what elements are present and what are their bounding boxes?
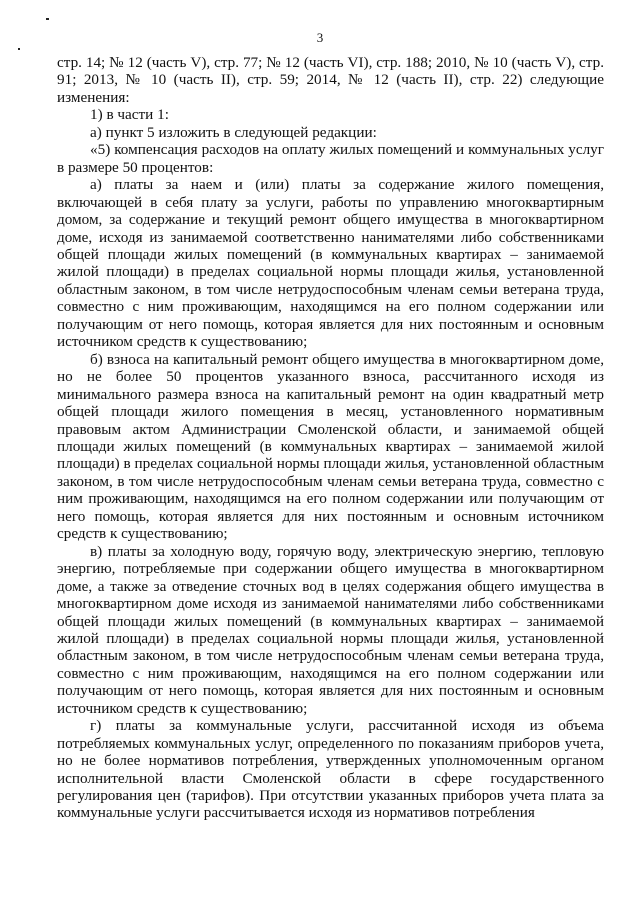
scan-speck (46, 18, 49, 20)
paragraph-continuation: стр. 14; № 12 (часть V), стр. 77; № 12 (часть VI), стр. 188; 2010, № 10 (часть V), стр. 91; 2013, № 10 (часть II), стр. 59; 2014, № 12 (часть II), стр. 22) следующие изменения: (57, 54, 604, 106)
paragraph-part-1: 1) в части 1: (90, 106, 169, 124)
paragraph-subitem-v: в) платы за холодную воду, горячую воду, электрическую энергию, тепловую энергию, потребляемые при содержании общего имущества в многоквартирном доме, а также за отведение сточных вод в целях содержания общего имущества в многоквартирном доме исходя из занимаемой нанимателями либо собственниками общей площади жилых помещений (в коммунальных квартирах – занимаемой жилой площади) в пределах социальной нормы площади жилья, установленной областным законом, в том числе нетрудоспособным членам семьи ветерана труда, совместно с ним проживающим, находящимся на его полном содержании или получающим от него помощь, которая является для них постоянным и основным источником средств к существованию; (57, 542, 604, 717)
paragraph-subitem-g: г) платы за коммунальные услуги, рассчитанной исходя из объема потребляемых коммунальных услуг, определенного по показаниям приборов учета, но не более нормативов потребления, утвержденных уполномоченным органом исполнительной власти Смоленской области в сфере государственного регулирования цен (тарифов). При отсутствии указанных приборов учета плата за коммунальные услуги рассчитывается исходя из нормативов потребления (57, 717, 604, 822)
paragraph-subitem-b: б) взноса на капитальный ремонт общего имущества в многоквартирном доме, но не более 50 процентов указанного взноса, рассчитанного исходя из минимального размера взноса на капитальный ремонт на один квадратный метр общей площади жилого помещения в месяц, установленного нормативным правовым актом Администрации Смоленской области, и занимаемой общей площади жилых помещений (в коммунальных квартирах – занимаемой жилой площади) в пределах социальной нормы площади жилья, установленной областным законом, в том числе нетрудоспособным членам семьи ветерана труда, совместно с ним проживающим, находящимся на его полном содержании или получающим от него помощь, которая является для них постоянным и основным источником средств к существованию; (57, 350, 604, 543)
paragraph-point-5: «5) компенсация расходов на оплату жилых помещений и коммунальных услуг в размере 50 процентов: (57, 141, 604, 176)
paragraph-subitem-a: а) платы за наем и (или) платы за содержание жилого помещения, включающей в себя плату за услуги, работы по управлению многоквартирным домом, за содержание и текущий ремонт общего имущества в многоквартирном доме, исходя из занимаемой соответственно нанимателями либо собственниками общей площади жилых помещений (в коммунальных квартирах – занимаемой жилой площади) в пределах социальной нормы площади жилья, установленной областным законом, в том числе нетрудоспособным членам семьи ветерана труда, совместно с ним проживающим, находящимся на его полном содержании или получающим от него помощь, которая является для них постоянным и основным источником средств к существованию; (57, 176, 604, 351)
scan-speck (18, 48, 20, 50)
document-body (57, 54, 604, 822)
page-number: 3 (316, 30, 324, 45)
paragraph-item-a: а) пункт 5 изложить в следующей редакции: (90, 123, 377, 141)
